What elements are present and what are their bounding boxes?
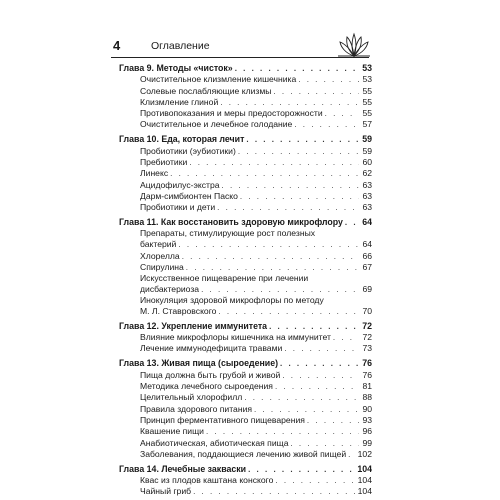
toc-entry[interactable] — [119, 381, 372, 392]
chapter-title: Глава 12. Укрепление иммунитета — [119, 320, 268, 331]
toc-entry[interactable] — [119, 145, 372, 156]
entry-title: Линекс — [140, 168, 169, 179]
entry-title: Принцип ферментативного пищеварения — [140, 414, 305, 425]
dot-leader — [275, 475, 354, 486]
toc-entry[interactable] — [119, 202, 372, 213]
toc-entry[interactable] — [119, 295, 372, 317]
entry-title-first-line: Инокуляция здоровой микрофлоры по методу — [140, 294, 324, 305]
entry-title: Целительный хлорофилл — [140, 392, 243, 403]
dot-leader — [244, 392, 359, 403]
entry-page: 72 — [362, 332, 372, 343]
toc-entry[interactable] — [119, 179, 372, 190]
toc-entry[interactable] — [119, 157, 372, 168]
toc-entry[interactable] — [119, 273, 372, 295]
entry-title-first-line: Искусственное пищеварение при лечении — [140, 272, 309, 283]
dot-leader — [182, 251, 360, 262]
chapter-page: 59 — [362, 134, 372, 145]
entry-page: 73 — [362, 343, 372, 354]
entry-page: 55 — [362, 108, 372, 119]
dot-leader — [290, 438, 359, 449]
dot-leader — [240, 191, 360, 202]
entry-page: 66 — [362, 250, 372, 261]
entry-title: Пробиотики и дети — [140, 202, 216, 213]
toc-entry[interactable] — [119, 85, 372, 96]
entry-title: Правила здорового питания — [140, 403, 253, 414]
entry-page: 96 — [362, 426, 372, 437]
dot-leader — [345, 217, 359, 228]
dot-leader — [246, 134, 359, 145]
entry-title: дисбактериоза — [140, 283, 200, 294]
dot-leader — [333, 332, 360, 343]
entry-page: 81 — [362, 381, 372, 392]
entry-title: Ацидофилус-экстра — [140, 179, 220, 190]
toc-entry[interactable] — [119, 168, 372, 179]
entry-title: Солевые послабляющие клизмы — [140, 85, 272, 96]
toc-entry[interactable] — [119, 108, 372, 119]
entry-title: Спирулина — [140, 261, 184, 272]
entry-page: 57 — [362, 119, 372, 130]
dot-leader — [193, 486, 355, 497]
entry-title: Пища должна быть грубой и живой — [140, 369, 281, 380]
dot-leader — [325, 108, 360, 119]
entry-page: 67 — [362, 261, 372, 272]
toc-entry[interactable] — [119, 191, 372, 202]
dot-leader — [235, 63, 360, 74]
entry-page: 64 — [362, 239, 372, 250]
entry-title: Квашение пищи — [140, 426, 204, 437]
entry-page: 63 — [362, 179, 372, 190]
dot-leader — [218, 306, 359, 317]
toc-entry[interactable] — [119, 74, 372, 85]
chapter-page: 72 — [362, 320, 372, 331]
page-number: 4 — [113, 38, 121, 53]
chapter-title: Глава 14. Лечебные закваски — [119, 463, 247, 474]
entry-title: Дарм-симбионтен Паскo — [140, 190, 238, 201]
entry-page: 76 — [362, 369, 372, 380]
dot-leader — [238, 146, 360, 157]
toc-entry[interactable] — [119, 403, 372, 414]
dot-leader — [222, 180, 360, 191]
toc-entry[interactable] — [119, 119, 372, 130]
chapter-page: 76 — [362, 358, 372, 369]
toc-entry[interactable] — [119, 486, 372, 497]
chapter-title: Глава 13. Живая пища (сыроедение) — [119, 358, 279, 369]
toc-entry[interactable] — [119, 262, 372, 273]
entry-title: Чайный гриб — [140, 486, 192, 497]
entry-page: 99 — [362, 437, 372, 448]
entry-title: Квас из плодов каштана конского — [140, 475, 274, 486]
entry-title: Пребиотики — [140, 157, 188, 168]
toc-entry[interactable] — [119, 250, 372, 261]
toc-entry[interactable] — [119, 369, 372, 380]
entry-page: 93 — [362, 414, 372, 425]
entry-page: 55 — [362, 85, 372, 96]
toc-entry[interactable] — [119, 437, 372, 448]
toc-entry[interactable] — [119, 332, 372, 343]
chapter-page: 104 — [357, 463, 372, 474]
dot-leader — [273, 86, 359, 97]
entry-title: Лечение иммунодефицита травами — [140, 343, 283, 354]
running-title: Оглавление — [151, 40, 210, 52]
toc-entry[interactable] — [119, 449, 372, 460]
dot-leader — [269, 321, 359, 332]
entry-page: 62 — [362, 168, 372, 179]
dot-leader — [220, 97, 359, 108]
header-rule — [111, 57, 369, 58]
chapter-title: Глава 11. Как восстановить здоровую микрофлору — [119, 217, 343, 228]
entry-title: Противопоказания и меры предосторожности — [140, 108, 323, 119]
entry-title: Анабиотическая, абиотическая пища — [140, 437, 289, 448]
toc-entry[interactable] — [119, 343, 372, 354]
dot-leader — [254, 404, 359, 415]
entry-page: 63 — [362, 190, 372, 201]
dot-leader — [282, 370, 359, 381]
dot-leader — [178, 239, 359, 250]
entry-page: 60 — [362, 157, 372, 168]
entry-title: бактерий — [140, 239, 177, 250]
dot-leader — [298, 74, 359, 85]
chapter-page: 64 — [362, 217, 372, 228]
dot-leader — [206, 426, 359, 437]
toc-entry[interactable] — [119, 228, 372, 250]
entry-title: Очистительное клизмление кишечника — [140, 74, 297, 85]
dot-leader — [170, 168, 359, 179]
entry-title: М. Л. Ставровского — [140, 305, 217, 316]
entry-page: 104 — [357, 486, 372, 497]
dot-leader — [284, 343, 359, 354]
entry-page: 104 — [357, 475, 372, 486]
dot-leader — [217, 202, 359, 213]
dot-leader — [189, 157, 359, 168]
dot-leader — [201, 284, 359, 295]
toc-chapter-14[interactable] — [119, 462, 372, 475]
toc-chapter-13[interactable] — [119, 356, 372, 369]
toc-chapter-9[interactable] — [119, 61, 372, 74]
dot-leader — [307, 415, 360, 426]
entry-page: 70 — [362, 305, 372, 316]
entry-title-first-line: Препараты, стимулирующие рост полезных — [140, 228, 316, 239]
chapter-page: 53 — [362, 63, 372, 73]
dot-leader — [280, 358, 359, 369]
chapter-title: Глава 9. Методы «чисток» — [119, 63, 233, 73]
toc-entry[interactable] — [119, 426, 372, 437]
entry-title: Пробиотики (эубиотики) — [140, 145, 236, 156]
table-of-contents — [119, 59, 372, 497]
toc-chapter-10[interactable] — [119, 132, 372, 145]
dot-leader — [294, 119, 359, 130]
entry-page: 63 — [362, 202, 372, 213]
lotus-ornament-icon — [337, 30, 371, 58]
toc-entry[interactable] — [119, 392, 372, 403]
entry-page: 69 — [362, 283, 372, 294]
entry-page: 102 — [357, 448, 372, 459]
entry-title: Очистительное и лечебное голодание — [140, 119, 293, 130]
entry-title: Заболевания, поддающиеся лечению живой пищей — [140, 448, 347, 459]
entry-title: Методика лечебного сыроедения — [140, 381, 273, 392]
dot-leader — [248, 464, 354, 475]
entry-page: 88 — [362, 392, 372, 403]
dot-leader — [275, 381, 359, 392]
toc-entry[interactable] — [119, 97, 372, 108]
toc-chapter-11[interactable] — [119, 215, 372, 228]
entry-title: Клизмление глиной — [140, 96, 219, 107]
dot-leader — [186, 262, 360, 273]
entry-page: 55 — [362, 96, 372, 107]
entry-page: 90 — [362, 403, 372, 414]
entry-page: 53 — [362, 74, 372, 85]
entry-title: Хлорелла — [140, 250, 180, 261]
chapter-title: Глава 10. Еда, которая лечит — [119, 134, 245, 145]
entry-page: 59 — [362, 145, 372, 156]
toc-entry[interactable] — [119, 415, 372, 426]
toc-entry[interactable] — [119, 475, 372, 486]
toc-chapter-12[interactable] — [119, 319, 372, 332]
entry-title: Влияние микрофлоры кишечника на иммунитет — [140, 332, 331, 343]
